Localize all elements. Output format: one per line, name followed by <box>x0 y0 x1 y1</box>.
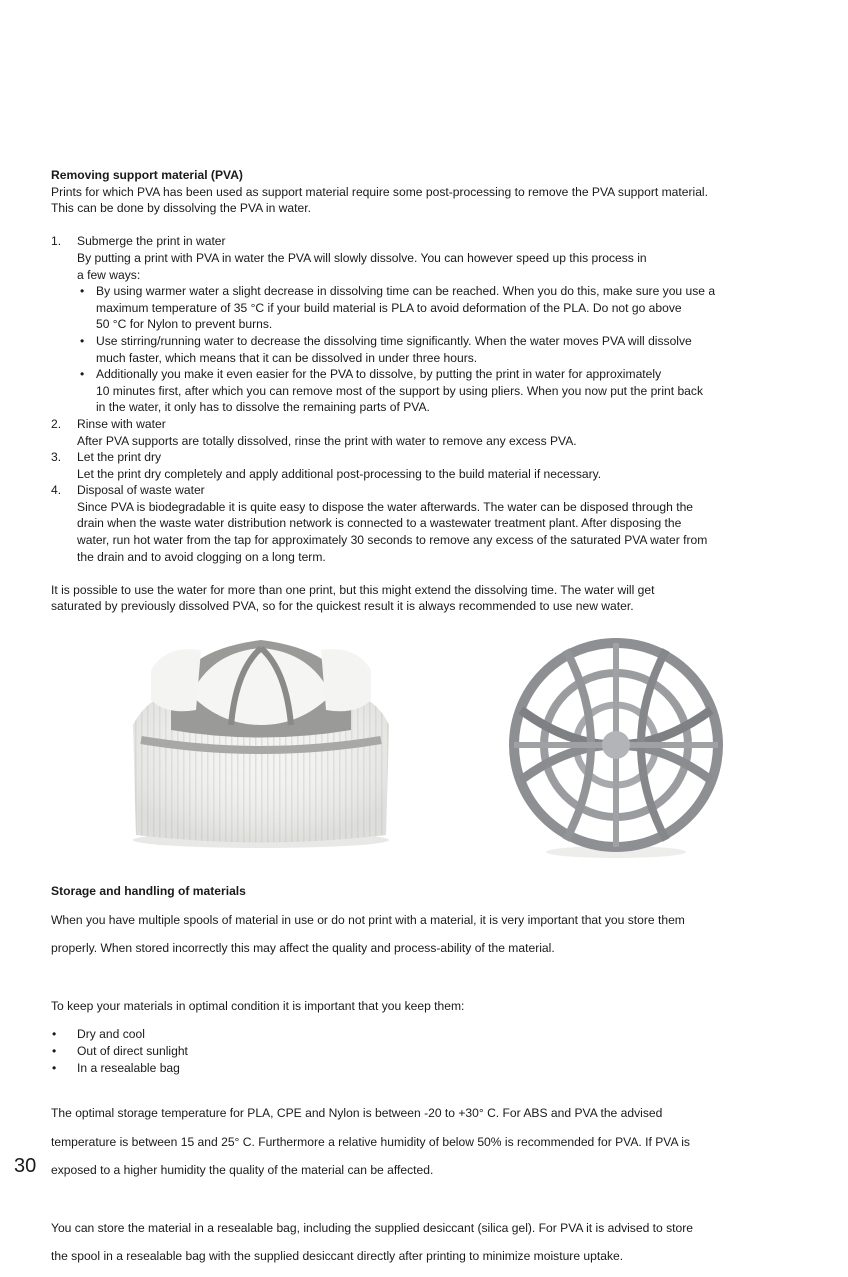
step-number: 2. <box>51 416 62 431</box>
step-text: drain when the waste water distribution network is connected to a wastewater treatment plant. After disposing the <box>77 516 682 531</box>
temperature-line: The optimal storage temperature for PLA, CPE and Nylon is between -20 to +30° C. For ABS and PVA the advised <box>51 1105 663 1120</box>
step-text: By putting a print with PVA in water the PVA will slowly dissolve. You can however speed up this process in <box>77 250 647 265</box>
keep-item: • Out of direct sunlight <box>51 1043 797 1060</box>
step-item <box>51 449 797 482</box>
tip-item <box>77 283 797 333</box>
step-text: Since PVA is biodegradable it is quite easy to dispose the water afterwards. The water can be disposed through the <box>77 499 694 514</box>
tip-text: 50 °C for Nylon to prevent burns. <box>96 317 273 332</box>
bag-line: the spool in a resealable bag with the supplied desiccant directly after printing to minimize moisture uptake. <box>51 1249 624 1264</box>
section-heading-pva: Removing support material (PVA) <box>51 168 243 182</box>
tip-text: • By using warmer water a slight decrease in dissolving time can be reached. When you do this, make sure you use a <box>96 284 716 299</box>
keep-list <box>51 1026 797 1076</box>
section-storage <box>51 883 797 1277</box>
keep-intro: To keep your materials in optimal condition it is important that you keep them: <box>51 998 465 1013</box>
step-title: Rinse with water <box>77 416 166 431</box>
steps-list <box>51 233 797 565</box>
tip-item <box>77 333 797 366</box>
temperature-line: temperature is between 15 and 25° C. Furthermore a relative humidity of below 50% is recommended for PVA. If PVA is <box>51 1134 690 1149</box>
print-with-pva-support-image <box>111 630 411 850</box>
intro-line: This can be done by dissolving the PVA in water. <box>51 201 311 216</box>
step-item <box>51 416 797 449</box>
tip-item <box>77 366 797 416</box>
step-title: Let the print dry <box>77 450 162 465</box>
step-number: 4. <box>51 483 62 498</box>
temperature-line: exposed to a higher humidity the quality of the material can be affected. <box>51 1163 434 1178</box>
tips-list <box>77 283 797 416</box>
intro-line: Prints for which PVA has been used as support material require some post-processing to remove the PVA support material. <box>51 184 708 199</box>
keep-item: • In a resealable bag <box>51 1060 797 1077</box>
storage-intro-line: When you have multiple spools of material in use or do not print with a material, it is very important that you store them <box>51 912 685 927</box>
page-number: 30 <box>14 1155 37 1177</box>
step-item <box>51 233 797 416</box>
step-number: 1. <box>51 234 62 249</box>
tip-text: • Additionally you make it even easier for the PVA to dissolve, by putting the print in water for approximately <box>96 367 662 382</box>
step-text: a few ways: <box>77 267 141 282</box>
storage-intro-line: properly. When stored incorrectly this may affect the quality and process-ability of the material. <box>51 941 555 956</box>
step-text: After PVA supports are totally dissolved, rinse the print with water to remove any excess PVA. <box>77 433 577 448</box>
step-number: 3. <box>51 450 62 465</box>
dissolved-print-image <box>491 630 741 860</box>
step-item <box>51 482 797 565</box>
section-heading-storage: Storage and handling of materials <box>51 884 246 898</box>
step-text: water, run hot water from the tap for approximately 30 seconds to remove any excess of the saturated PVA water from <box>77 533 708 548</box>
tip-text: maximum temperature of 35 °C if your build material is PLA to avoid deformation of the PLA. Do not go above <box>96 300 682 315</box>
step-title: Submerge the print in water <box>77 234 226 249</box>
section-pva-removal <box>51 167 797 615</box>
step-title: Disposal of waste water <box>77 483 205 498</box>
step-text: the drain and to avoid clogging on a long term. <box>77 549 326 564</box>
tip-text: much faster, which means that it can be dissolved in under three hours. <box>96 350 478 365</box>
tip-text: • Use stirring/running water to decrease the dissolving time significantly. When the water moves PVA will dissolve <box>96 333 692 348</box>
tip-text: 10 minutes first, after which you can remove most of the support by using pliers. When you now put the print back <box>96 383 704 398</box>
closing-line: It is possible to use the water for more than one print, but this might extend the dissolving time. The water will get <box>51 582 655 597</box>
print-photos <box>51 630 797 870</box>
bag-line: You can store the material in a resealable bag, including the supplied desiccant (silica gel). For PVA it is advised to store <box>51 1220 693 1235</box>
step-text: Let the print dry completely and apply additional post-processing to the build material if necessary. <box>77 466 602 481</box>
keep-item: • Dry and cool <box>51 1026 797 1043</box>
tip-text: in the water, it only has to dissolve the remaining parts of PVA. <box>96 400 430 415</box>
closing-line: saturated by previously dissolved PVA, so for the quickest result it is always recommended to use new water. <box>51 599 634 614</box>
